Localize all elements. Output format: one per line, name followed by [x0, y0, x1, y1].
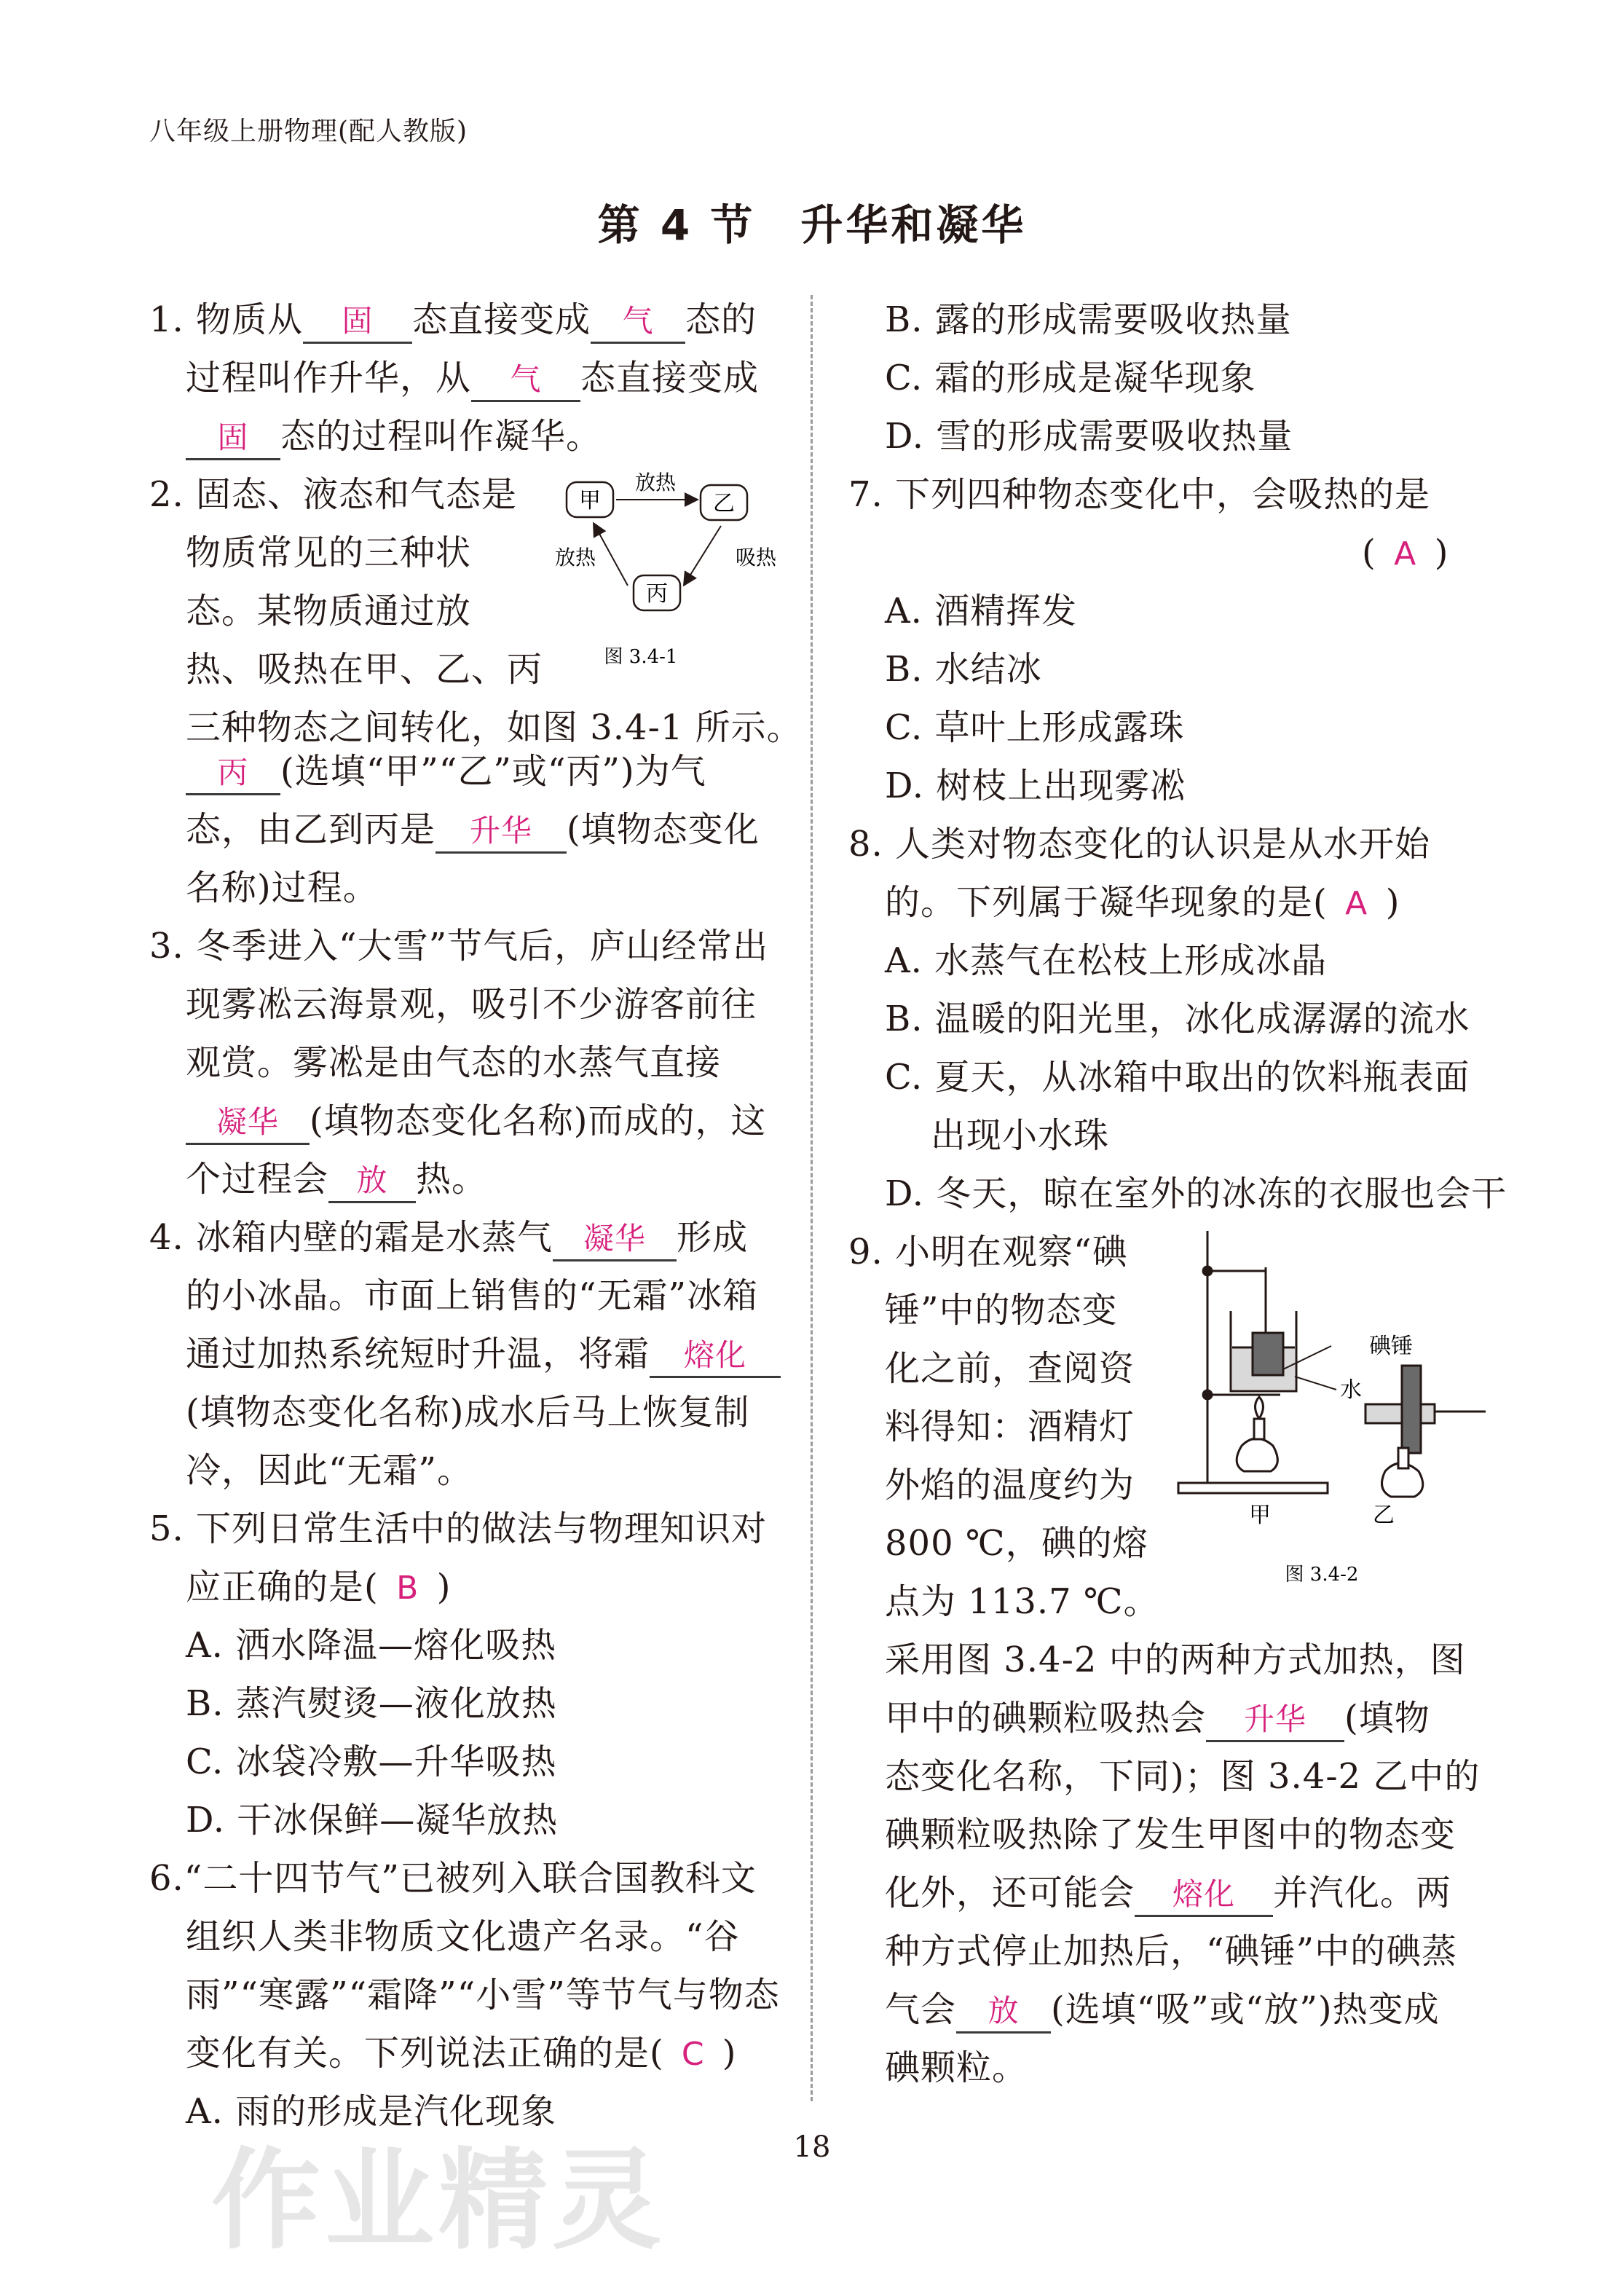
- q2-text: (选填“甲”“乙”或“丙”)为气: [280, 751, 706, 792]
- q7-option-d: D. 树枝上出现雾凇: [885, 765, 1186, 806]
- q2-line2: 物质常见的三种状: [186, 532, 472, 573]
- q1-answer-1: 固: [303, 301, 412, 344]
- q9-line12: [885, 1871, 1451, 1917]
- q4-answer-1: 凝华: [553, 1219, 677, 1261]
- q9-line11: 碘颗粒吸热除了发生甲图中的物态变: [885, 1814, 1457, 1855]
- q7-text: (: [1362, 532, 1376, 573]
- q2-line5: 三种物态之间转化，如图 3.4-1 所示。: [186, 707, 803, 748]
- label-setup-b: 乙: [1373, 1503, 1395, 1528]
- q8-option-c-cont: 出现小水珠: [931, 1115, 1110, 1156]
- q4-line3: [186, 1332, 781, 1378]
- q7-text: ): [1434, 532, 1449, 573]
- q3-answer-2: 放: [328, 1160, 416, 1203]
- q1-text: 态直接变成: [412, 299, 591, 340]
- q3-text: 热。: [416, 1159, 488, 1200]
- beaker-with-water: [1231, 1311, 1296, 1391]
- q9-line3: 化之前，查阅资: [885, 1348, 1135, 1389]
- state-bing: 丙: [646, 581, 668, 607]
- q2-line4: 热、吸热在甲、乙、丙: [186, 649, 543, 690]
- q7-option-a: A. 酒精挥发: [885, 591, 1078, 631]
- q6-line4: [186, 2031, 736, 2076]
- q9-line15: 碘颗粒。: [885, 2047, 1028, 2088]
- q9-answer-3: 放: [956, 1991, 1051, 2034]
- q2-text: (填物态变化: [567, 809, 760, 850]
- leader-water: [1295, 1377, 1336, 1390]
- q4-line4: (填物态变化名称)成水后马上恢复制: [186, 1392, 750, 1433]
- figure-3-4-1: [539, 466, 787, 677]
- q9-line13: 种方式停止加热后，“碘锤”中的碘蒸: [885, 1931, 1458, 1972]
- q8-text: 的。下列属于凝华现象的是(: [885, 882, 1328, 923]
- q1-text: 过程叫作升华，从: [186, 358, 472, 398]
- arrow-bing-to-jia: [594, 524, 628, 586]
- q9-answer-1: 升华: [1206, 1699, 1344, 1742]
- q4-answer-2: 熔化: [650, 1335, 781, 1378]
- q8-option-d: D. 冬天，晾在室外的冰冻的衣服也会干: [885, 1173, 1507, 1214]
- page-number: 18: [793, 2130, 831, 2164]
- q1-text: 态直接变成: [580, 358, 760, 398]
- q7-answer-line: [1362, 531, 1448, 576]
- q3-line2: 现雾凇云海景观，吸引不少游客前往: [186, 984, 757, 1025]
- q5-text: 应正确的是(: [186, 1567, 379, 1607]
- label-iodine-hammer: 碘锤: [1369, 1334, 1413, 1359]
- q3-line1: 3. 冬季进入“大雪”节气后，庐山经常出: [149, 926, 769, 967]
- q9-line8: 采用图 3.4-2 中的两种方式加热，图: [885, 1639, 1466, 1680]
- q5-option-a: A. 洒水降温—熔化吸热: [186, 1625, 557, 1666]
- q6-line2: 组织人类非物质文化遗产名录。“谷: [186, 1916, 740, 1957]
- q7-option-c: C. 草叶上形成露珠: [885, 707, 1185, 748]
- q9-line5: 外焰的温度约为: [885, 1465, 1135, 1505]
- q2-line7: [186, 808, 760, 854]
- q8-choice-answer: A: [1345, 885, 1368, 922]
- q9-text: 甲中的碘颗粒吸热会: [885, 1698, 1207, 1739]
- label-water: 水: [1340, 1377, 1362, 1403]
- q9-line1: 9. 小明在观察“碘: [848, 1232, 1128, 1272]
- label-setup-a: 甲: [1249, 1503, 1271, 1528]
- q4-line5: 冷，因此“无霜”。: [186, 1450, 473, 1491]
- q1-text: 1. 物质从: [149, 299, 304, 340]
- q9-line14: [885, 1988, 1440, 2034]
- edge-label-left: 放热: [554, 546, 596, 570]
- q8-option-b: B. 温暖的阳光里，冰化成潺潺的流水: [885, 999, 1470, 1039]
- q2-text: 态，由乙到丙是: [186, 809, 436, 850]
- q3-line5: [186, 1157, 487, 1203]
- q1-answer-2: 气: [591, 301, 685, 344]
- q9-line4: 料得知：酒精灯: [885, 1406, 1135, 1447]
- q5-choice-answer: B: [396, 1570, 419, 1607]
- q4-text: 形成: [677, 1217, 749, 1258]
- q1-line2: [186, 356, 759, 402]
- q3-text: (填物态变化名称)而成的，这: [310, 1101, 767, 1141]
- q4-text: 4. 冰箱内壁的霜是水蒸气: [149, 1217, 553, 1258]
- q7-line1: 7. 下列四种物态变化中，会吸热的是: [848, 474, 1431, 515]
- q9-line10: 态变化名称，下同)；图 3.4-2 乙中的: [885, 1756, 1481, 1797]
- q6-choice-answer: C: [681, 2036, 705, 2073]
- q6-line1: 6.“二十四节气”已被列入联合国教科文: [149, 1858, 757, 1899]
- q1-answer-4: 固: [186, 417, 280, 460]
- q5-line1: 5. 下列日常生活中的做法与物理知识对: [149, 1508, 768, 1549]
- q4-line1: [149, 1216, 748, 1261]
- state-yi: 乙: [713, 491, 735, 516]
- q5-option-c: C. 冰袋冷敷—升华吸热: [186, 1741, 557, 1782]
- q1-text: 态的过程叫作凝华。: [280, 416, 602, 457]
- watermark: 作业精灵: [211, 2138, 666, 2264]
- q1-answer-3: 气: [471, 359, 580, 402]
- q6-option-b: B. 露的形成需要吸收热量: [885, 299, 1292, 340]
- q3-answer-1: 凝华: [186, 1102, 310, 1145]
- q4-line2: 的小冰晶。市面上销售的“无霜”冰箱: [186, 1275, 759, 1316]
- q8-line2: [885, 881, 1400, 926]
- q9-text: (选填“吸”或“放”)热变成: [1051, 1989, 1440, 2030]
- q9-answer-2: 熔化: [1135, 1874, 1273, 1917]
- section-title: 第 4 节 升华和凝华: [597, 200, 1027, 250]
- q6-line3: 雨”“寒露”“霜降”“小雪”等节气与物态: [186, 1975, 780, 2015]
- q8-option-c: C. 夏天，从冰箱中取出的饮料瓶表面: [885, 1057, 1470, 1098]
- q9-line2: 锤”中的物态变: [885, 1290, 1118, 1331]
- q5-text: ): [436, 1567, 452, 1607]
- q6-text: ): [722, 2033, 737, 2074]
- column-divider: [811, 295, 813, 2101]
- q9-line7: 点为 113.7 ℃。: [885, 1581, 1159, 1622]
- state-jia: 甲: [579, 488, 601, 513]
- q2-line8: 名称)过程。: [186, 867, 379, 908]
- q5-line2: [186, 1565, 451, 1610]
- q9-line9: [885, 1696, 1430, 1742]
- q4-text: 通过加热系统短时升温，将霜: [186, 1334, 650, 1374]
- q9-line6: 800 ℃，碘的熔: [885, 1523, 1148, 1564]
- q1-line3: [186, 414, 602, 460]
- q6-option-a: A. 雨的形成是汽化现象: [186, 2091, 557, 2132]
- running-header: 八年级上册物理(配人教版): [149, 117, 468, 146]
- q3-line4: [186, 1099, 766, 1145]
- q5-option-b: B. 蒸汽熨烫—液化放热: [186, 1683, 557, 1724]
- edge-label-top: 放热: [634, 471, 677, 495]
- q8-option-a: A. 水蒸气在松枝上形成冰晶: [885, 940, 1328, 981]
- q7-choice-answer: A: [1394, 535, 1417, 572]
- alcohol-lamp-a: [1237, 1397, 1277, 1471]
- q9-text: 气会: [885, 1989, 957, 2030]
- q6-text: 变化有关。下列说法正确的是(: [186, 2033, 664, 2074]
- q7-option-b: B. 水结冰: [885, 649, 1042, 690]
- q8-line1: 8. 人类对物态变化的认识是从水开始: [848, 824, 1431, 865]
- q9-text: 并汽化。两: [1273, 1873, 1452, 1913]
- q2-answer-1: 丙: [186, 752, 280, 795]
- figure-caption-3-4-2: 图 3.4-2: [1285, 1564, 1359, 1586]
- q9-text: 化外，还可能会: [885, 1873, 1135, 1913]
- q5-option-d: D. 干冰保鲜—凝华放热: [186, 1800, 559, 1841]
- q2-answer-2: 升华: [435, 811, 567, 854]
- q3-line3: 观赏。雾凇是由气态的水蒸气直接: [186, 1042, 722, 1083]
- figure-caption-3-4-1: 图 3.4-1: [604, 646, 678, 668]
- q2-line3: 态。某物质通过放: [186, 591, 472, 631]
- q1-text: 态的: [685, 299, 757, 340]
- q3-text: 个过程会: [186, 1159, 329, 1200]
- q2-line6: [186, 749, 706, 795]
- arrow-yi-to-bing: [685, 526, 721, 584]
- iodine-hammer-b: [1365, 1366, 1486, 1497]
- figure-3-4-2: [1172, 1224, 1493, 1595]
- q9-text: (填物: [1344, 1698, 1430, 1739]
- edge-label-right: 吸热: [735, 546, 777, 570]
- q6-option-c: C. 霜的形成是凝华现象: [885, 358, 1256, 398]
- q8-text: ): [1385, 882, 1400, 923]
- q6-option-d: D. 雪的形成需要吸收热量: [885, 416, 1293, 457]
- q2-line1: 2. 固态、液态和气态是: [149, 474, 518, 515]
- q1-line1: [149, 298, 757, 344]
